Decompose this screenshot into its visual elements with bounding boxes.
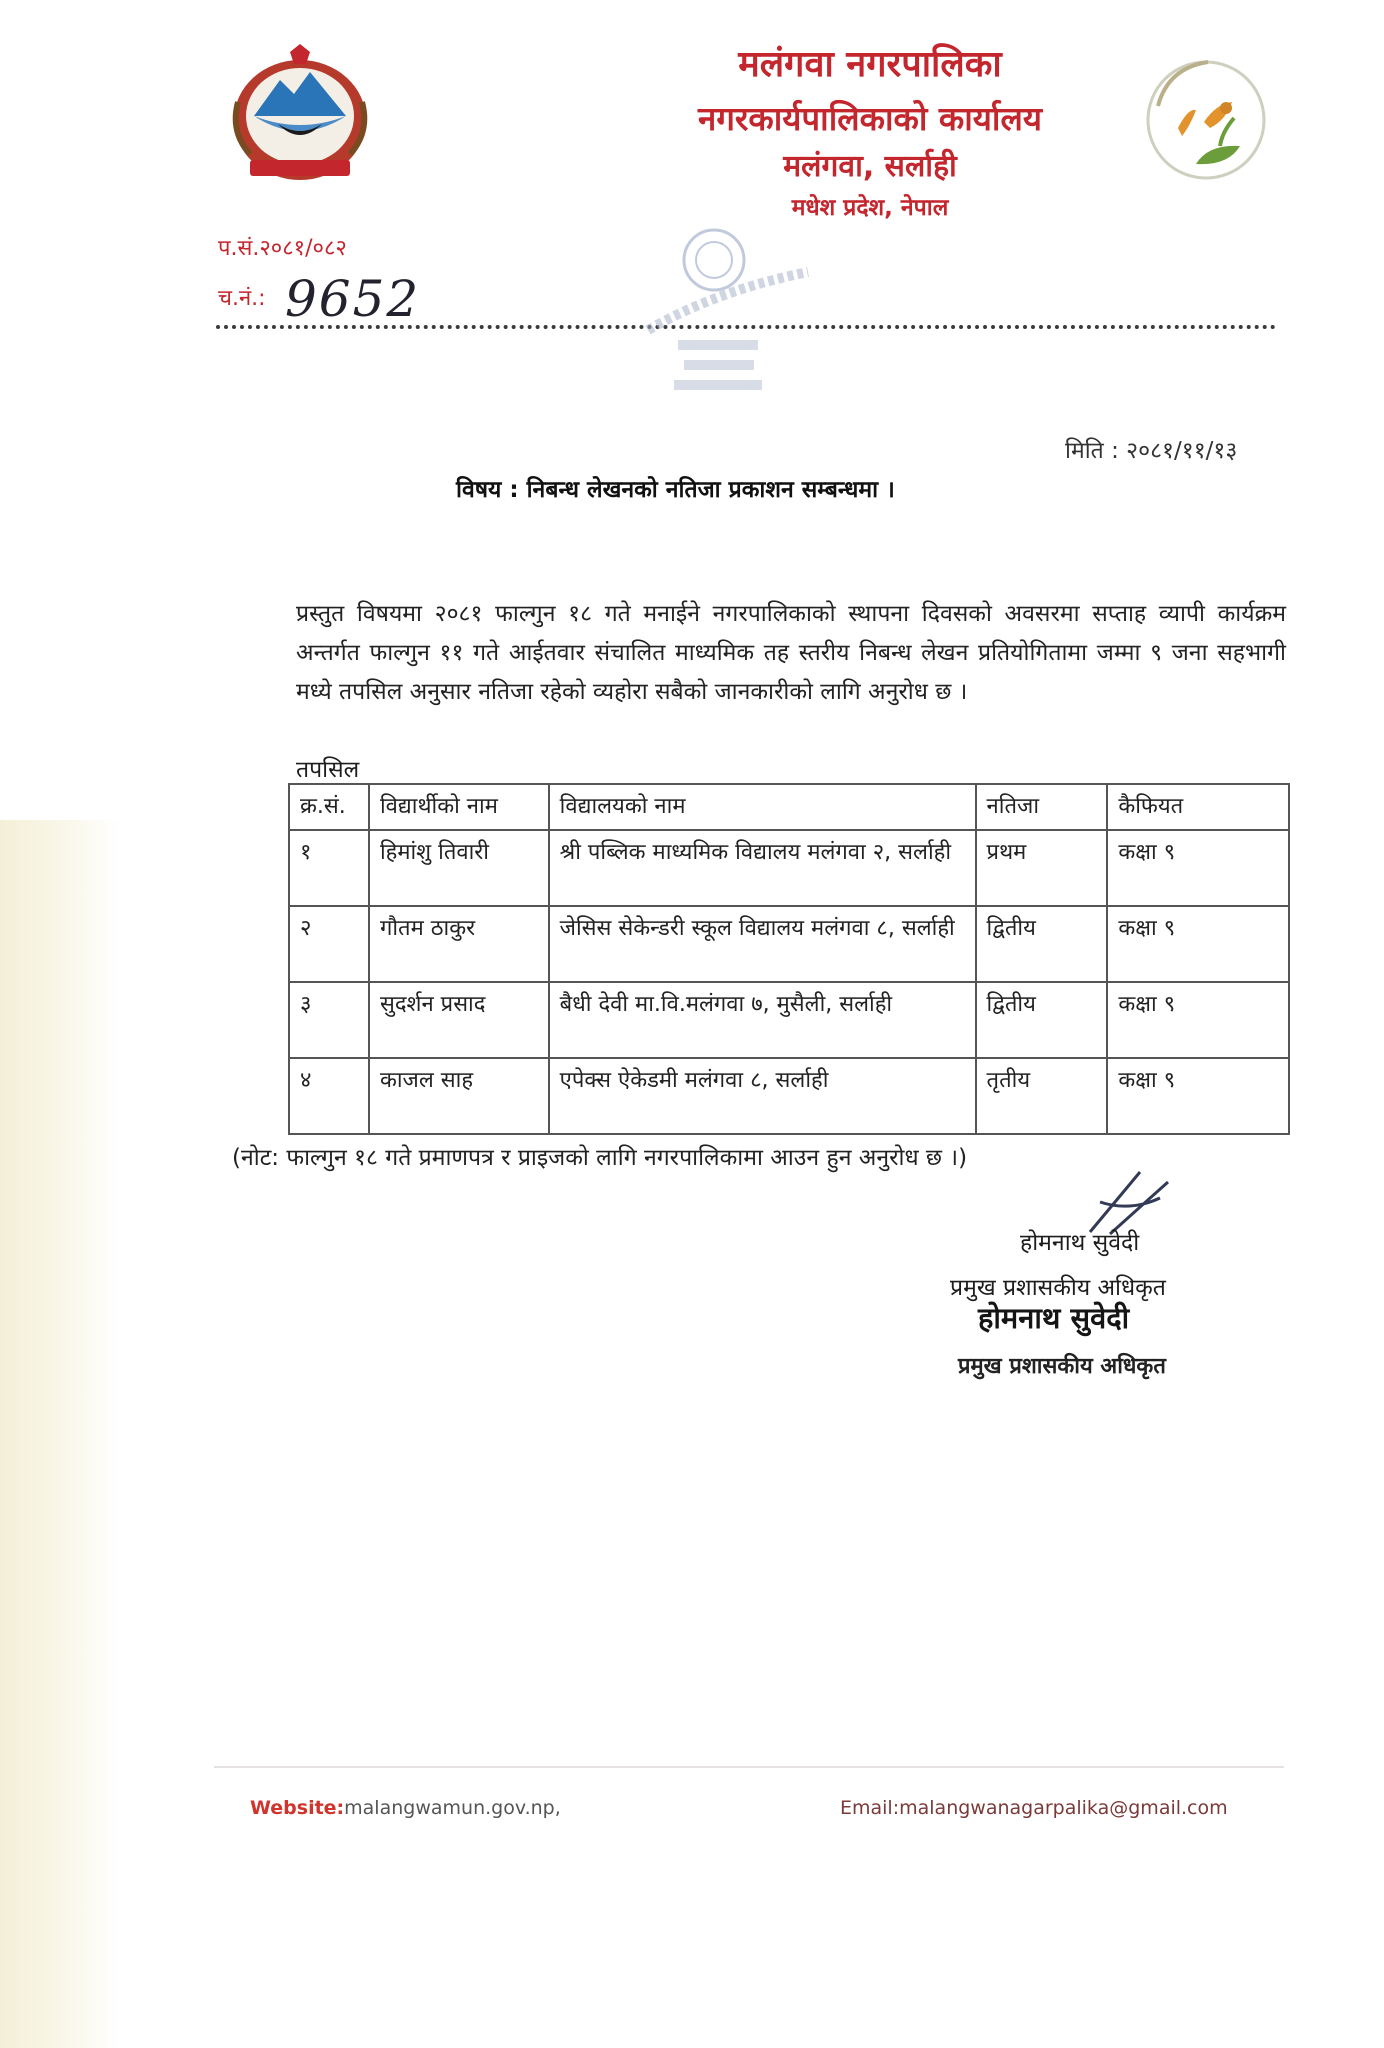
cell-school: जेसिस सेकेन्डरी स्कूल विद्यालय मलंगवा ८, सर्लाही [549,906,976,982]
col-header-name: विद्यार्थीको नाम [369,784,549,830]
footer-divider [214,1766,1284,1768]
letter-date: मिति : २०८१/११/१३ [1065,438,1238,464]
cell-name: हिमांशु तिवारी [369,830,549,906]
footer-website[interactable] [250,1797,561,1819]
letter-body: प्रस्तुत विषयमा २०८१ फाल्गुन १८ गते मनाईने नगरपालिकाको स्थापना दिवसको अवसरमा सप्ताह व्यापी कार्यक्रम अन्तर्गत फाल्गुन ११ गते आईतवार संचालित माध्यमिक तह स्तरीय निबन्ध लेखन प्रतियोगितामा जम्मा ९ जना सहभागी मध्ये तपसिल अनुसार नतिजा रहेको व्यहोरा सबैको जानकारीको लागि अनुरोध छ । [296,601,1286,705]
col-header-school: विद्यालयको नाम [549,784,976,830]
office-stamp-icon [608,220,828,420]
cell-school: श्री पब्लिक माध्यमिक विद्यालय मलंगवा २, सर्लाही [549,830,976,906]
note-text: (नोट: फाल्गुन १८ गते प्रमाणपत्र र प्राइजको लागि नगरपालिकामा आउन हुन अनुरोध छ ।) [232,1145,968,1171]
cell-remark: कक्षा ९ [1107,906,1289,982]
paper-shade [0,820,120,2048]
cell-sn: ३ [289,982,369,1058]
cell-result: प्रथम [976,830,1108,906]
table-row [289,982,1289,1058]
cell-name: सुदर्शन प्रसाद [369,982,549,1058]
nepal-emblem-icon [220,42,380,192]
stamp-signatory-name: होमनाथ सुवेदी [978,1301,1130,1335]
stamp-signatory-title: प्रमुख प्रशासकीय अधिकृत [958,1354,1166,1379]
signatory-name: होमनाथ सुवेदी [1020,1230,1140,1256]
col-header-sn: क्र.सं. [289,784,369,830]
cell-school: एपेक्स ऐकेडमी मलंगवा ८, सर्लाही [549,1058,976,1134]
cell-remark: कक्षा ९ [1107,1058,1289,1134]
table-row [289,906,1289,982]
tarpasil-label: तपसिल [296,757,360,783]
website-label: Website: [250,1797,345,1819]
cell-result: द्वितीय [976,906,1108,982]
cell-result: द्वितीय [976,982,1108,1058]
reference-ps: प.सं.२०८१/०८२ [218,236,347,261]
table-row [289,1058,1289,1134]
table-row [289,830,1289,906]
cell-sn: २ [289,906,369,982]
cell-name: काजल साह [369,1058,549,1134]
letterhead-line-2: नगरकार्यपालिकाको कार्यालय [698,99,1042,138]
reference-cn-value: 9652 [285,270,421,328]
cell-remark: कक्षा ९ [1107,982,1289,1058]
table-header-row [289,784,1289,830]
letterhead-line-4: मधेश प्रदेश, नेपाल [791,195,949,221]
signatory-title: प्रमुख प्रशासकीय अधिकृत [950,1275,1166,1301]
footer-email[interactable]: Email:malangwanagarpalika@gmail.com [840,1797,1228,1819]
col-header-remark: कैफियत [1107,784,1289,830]
letterhead-line-3: मलंगवा, सर्लाही [783,149,957,184]
cell-sn: ४ [289,1058,369,1134]
letterhead-line-1: मलंगवा नगरपालिका [738,44,1002,85]
cell-remark: कक्षा ९ [1107,830,1289,906]
cell-school: बैधी देवी मा.वि.मलंगवा ७, मुसैली, सर्लाही [549,982,976,1058]
website-url[interactable]: malangwamun.gov.np, [344,1797,561,1819]
cell-result: तृतीय [976,1058,1108,1134]
results-table [288,783,1290,1135]
reference-cn-label: च.नं.: [218,286,266,311]
cell-name: गौतम ठाकुर [369,906,549,982]
letter-subject: विषय : निबन्ध लेखनको नतिजा प्रकाशन सम्बन्धमा । [456,477,895,503]
cell-sn: १ [289,830,369,906]
col-header-result: नतिजा [976,784,1108,830]
